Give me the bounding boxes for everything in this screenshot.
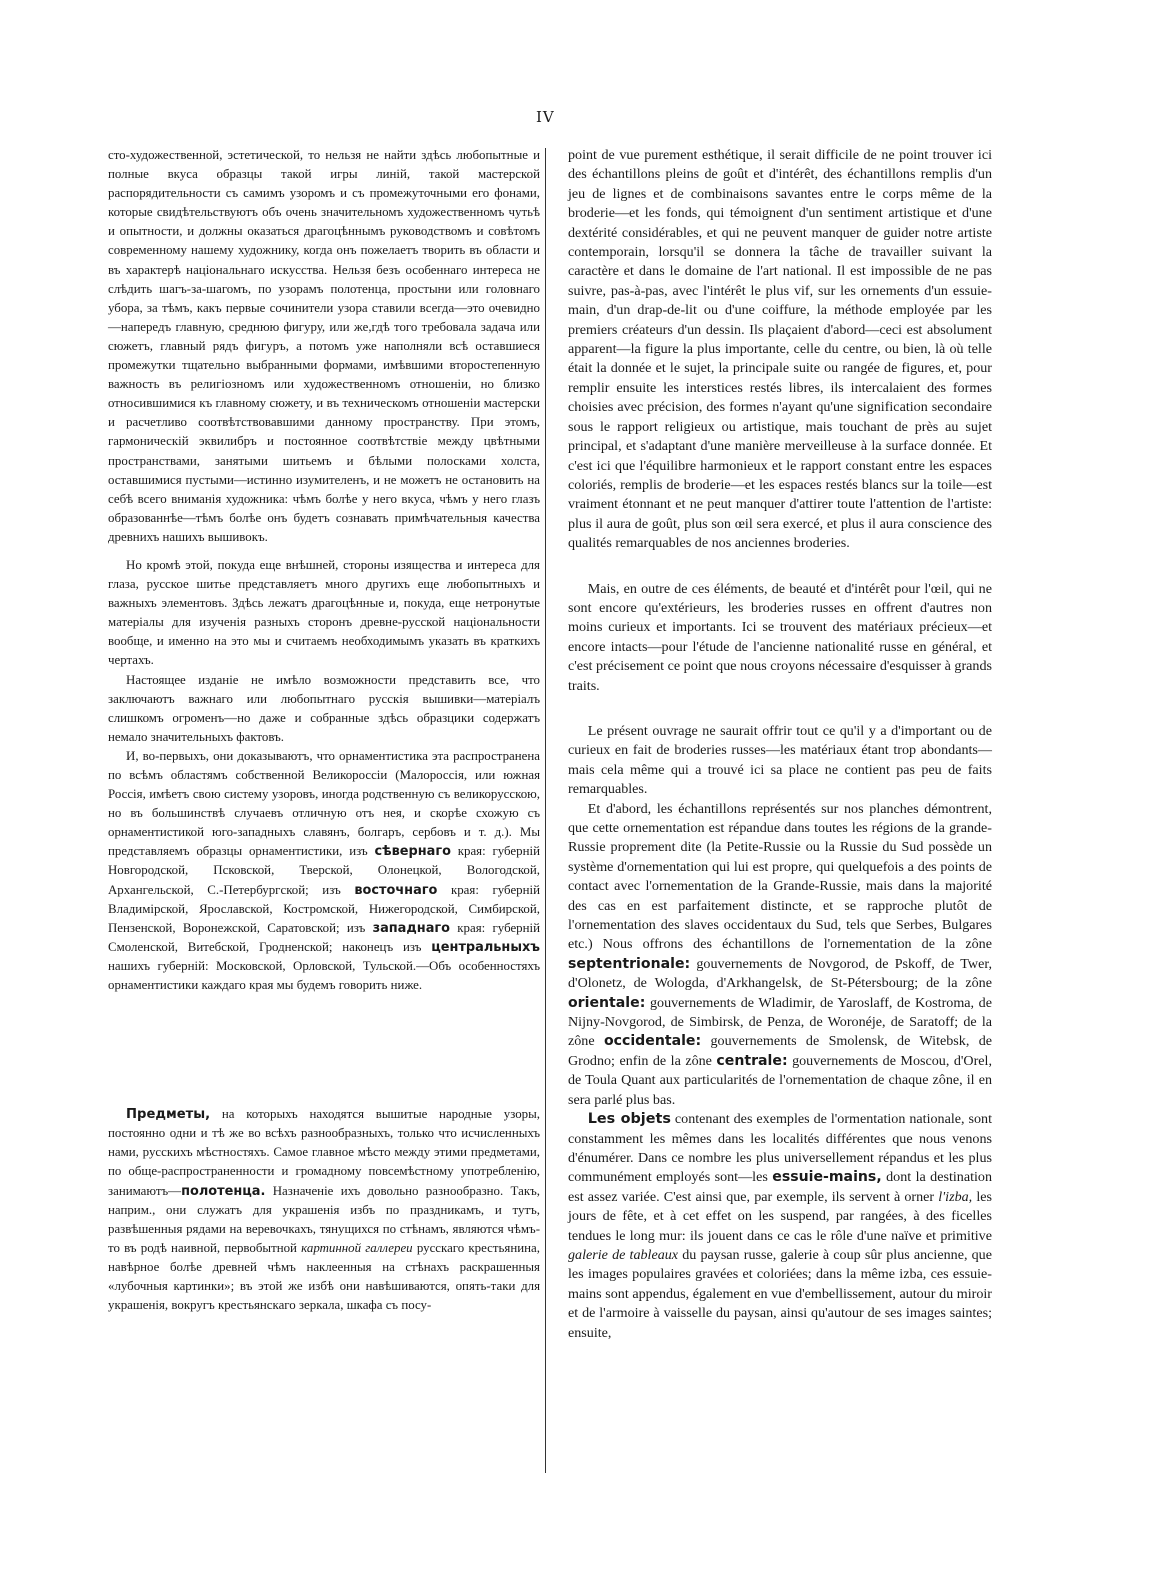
ru-objects-lead: Предметы, [126,1107,211,1123]
fr-towels-term: essuie-mains, [772,1169,882,1186]
ru-p4-text-e: нашихъ губерній: Московской, Орловской, Тульской.—Объ особенностяхъ орнаментистики каждаго края мы будемъ говорить ниже. [108,958,540,993]
fr-gallery-term: galerie de tableaux [568,1246,679,1263]
fr-p4-text-d: gouvernements de Smolensk, de Witebsk, de Grodno; enfin de la zône [568,1033,992,1069]
ru-p5-text-b: Назначеніе ихъ довольно разнообразно. Такъ, наприм., они служатъ для украшенія избъ по праздникамъ, и тутъ, развѣшенныя рядами на веревочкахъ, тянущихся по стѣнамъ, являются чѣмъ-то въ родѣ наивной, первобытной [108,1183,540,1255]
fr-region-central: centrale: [716,1052,788,1069]
ru-paragraph-4 [108,747,540,995]
french-column [568,146,992,1343]
fr-p4-text-c: gouvernements de Wladimir, de Yaroslaff, de Kostroma, de Nijny-Novgorod, de Simbirsk, de Penza, de Woronéje, de Saratoff; de la zône [568,994,992,1050]
fr-p4-text-b: gouvernements de Novgorod, de Pskoff, de Twer, d'Olonetz, de Wologda, d'Arkhangelsk, de St-Pétersbourg; de la zône [568,955,992,992]
ru-p4-text-d: края: губерній Смоленской, Витебской, Гродненской; наконецъ изъ [108,920,541,954]
page-number: IV [536,108,555,126]
ru-p4-text-b: края: губерній Новгородской, Псковской, Тверской, Олонецкой, Вологодской, Архангельской, С.-Петербургской; изъ [108,844,540,897]
ru-paragraph-5 [108,1105,540,1315]
fr-p4-text-e: gouvernements de Moscou, d'Orel, de Toula Quant aux particularités de l'ornementation de chaque zône, il en sera parlé plus bas. [568,1052,992,1108]
fr-region-north: septentrionale: [568,955,691,972]
fr-objects-lead: Les objets [587,1111,671,1128]
ru-region-north: сѣвернаго [374,844,451,860]
fr-p5-text-b: dont la destination est assez variée. C'est ainsi que, par exemple, ils servent à orner [568,1169,993,1205]
russian-column [108,146,540,1315]
ru-p5-text-c: русскаго крестьянина, навѣрное болѣе древней чѣмъ наклеенныя на стѣнахъ раскрашенныя «лубочныя картинки»; въ этой же избѣ они навѣшиваются, опять-таки для украшенія, вокругъ крестьянскаго зеркала, шкафа съ посу- [108,1240,540,1313]
fr-paragraph-4 [568,800,992,1111]
fr-p5-text-c: les jours de fête, et à cet effet on les suspend, par rangées, à des ficelles tendues le long mur: ils jouent dans ce cas le rôle d'une naïve et primitive [568,1188,992,1244]
ru-gallery-term: картинной галлереи [301,1240,413,1255]
fr-paragraph-2: Mais, en outre de ces éléments, de beauté et d'intérêt pour l'œil, qui ne sont encore qu'extérieurs, les broderies russes en offrent d'autres non moins curieux et importants. Ici se trouvent des matériaux précieux—et encore intacts—pour l'étude de l'ancienne nationalité russe en général, et c'est précisement ce point que nous croyons nécessaire d'esquisser à grands traits. [568,580,992,694]
ru-p4-text-c: края: губерній Владимірской, Ярославской, Костромской, Нижегородской, Симбирской, Пензенской, Воронежской, Саратовской; изъ [108,882,540,935]
fr-paragraph-3: Le présent ouvrage ne saurait offrir tout ce qu'il y a d'important ou de curieux en fait de broderies russes—les matériaux étant trop abondants—mais cela même qui a trouvé ici sa place ne contient pas peu de faits remarquables. [568,722,992,798]
fr-p4-text-a: Et d'abord, les échantillons représentés sur nos planches démontrent, que cette ornementation est répandue dans toutes les régions de la grande-Russie proprement dite (la Petite-Russie ou la Russie du Sud possède un système d'ornementation qui lui est propre, qui quelquefois a des points de contact avec l'ornementation de la Grande-Russie, mais dans la majorité des cas en est parfaitement distincte, et se rapproche plutôt de l'ornementation des slaves occidentaux du Sud, tels que Serbes, Bulgares etc.) Nous offrons des échantillons de l'ornementation de la zône [568,800,992,953]
column-divider [545,148,546,1473]
ru-region-central: центральныхъ [431,939,540,955]
ru-towels-term: полотенца. [181,1183,266,1199]
fr-region-east: orientale: [568,994,646,1011]
ru-region-west: западнаго [372,920,450,936]
ru-paragraph-3: Настоящее изданіе не имѣло возможности представить все, что заключаютъ важнаго или любопытнаго русскія вышивки—матеріалъ слишкомъ огроменъ—но даже и собранные здѣсь образцики содержатъ немало значительныхъ фактовъ. [108,672,540,744]
fr-region-west: occidentale: [603,1033,702,1050]
fr-p5-text-a: contenant des exemples de l'ormentation nationale, sont constamment les mêmes dans les localités différentes que nous venons d'énumérer. Dans ce nombre les plus universellement répandus et les plus communément employés sont—les [568,1111,992,1186]
ru-paragraph-2: Но кромѣ этой, покуда еще внѣшней, стороны изящества и интереса для глаза, русское шитье представляетъ много другихъ еще любопытныхъ и важныхъ элементовъ. Здѣсь лежатъ драгоцѣнные и, покуда, еще нетронутые матеріалы для изученія разныхъ сторонъ древне-русской національности вообще, и именно на это мы и считаемъ необходимымъ указать въ краткихъ чертахъ. [108,557,540,668]
fr-izba-term: l'izba, [938,1188,973,1205]
fr-paragraph-5 [568,1110,992,1343]
ru-p5-text-a: на которыхъ находятся вышитые народные узоры, постоянно одни и тѣ же во всѣхъ разнообразныхъ, только что исчисленныхъ нами, русскихъ мѣстностяхъ. Самое главное мѣсто между этими предметами, по обще-распространенности и громадному повсемѣстному употребленію, занимаютъ— [108,1107,540,1198]
ru-paragraph-1: сто-художественной, эстетической, то нельзя не найти здѣсь любопытные и полные вкуса образцы такой игры линій, такой мастерской распорядительности съ самимъ узоромъ и съ промежуточными его фонами, которые свидѣтельствуютъ объ очень значительномъ художественномъ чутьѣ и опытности, и должны оказаться драгоцѣннымъ руководствомъ и совѣтомъ современному нашему художнику, когда онъ пожелаетъ творить въ области и въ характерѣ національнаго искусства. Нельзя безъ особеннаго интереса не слѣдить шагъ-за-шагомъ, по узорамъ полотенца, простыни или головнаго убора, за тѣмъ, какъ первые сочинители узора ставили всегда—это очевидно—напередъ главную, среднюю фигуру, или же,гдѣ того требовала задача или сюжетъ, главный рядъ фигуръ, а потомъ уже наполняли всѣ оставшиеся промежутки тщательно выбранными формами, имѣвшими второстепенную важность въ религіозномъ или художественномъ отношеніи, но близко относившимися къ главному сюжету, и въ техническомъ отношеніи мастерски и расчетливо соотвѣтствовавшими данному пространству. При этомъ, гармоническій эквилибръ и постоянное соотвѣтствіе между цвѣтными пространствами, занятыми шитьемъ и бѣлыми полосками холста, оставшимися пустыми—истинно изумителенъ, и не можетъ не остановить на себѣ всего вниманія художника: чѣмъ болѣе у него вкуса, чѣмъ у него глазъ образованнѣе—тѣмъ болѣе онъ будетъ сознавать примѣчательныя качества древнихъ нашихъ вышивокъ. [108,148,540,544]
ru-region-east: восточнаго [354,882,438,898]
fr-p5-text-d: du paysan russe, galerie à coup sûr plus ancienne, que les images populaires gravées et coloriées; dans la même izba, ces essuie-mains sont appendus, également en vue d'embellissement, autour du miroir et de l'armoire à vaisselle du paysan, ainsi qu'autour de ses images saintes; ensuite, [568,1246,992,1341]
fr-paragraph-1: point de vue purement esthétique, il serait difficile de ne point trouver ici des échantillons pleins de goût et d'intérêt, des échantillons remplis d'un jeu de lignes et de combinaisons savantes entre le corps même de la broderie—et les fonds, qui témoignent d'un sentiment artistique et d'une dextérité considérables, et qui ne peuvent manquer de guider notre artiste contemporain, lorsqu'il se donnera la tâche de travailler suivant la caractère et dans le domaine de l'art national. Il est impossible de ne pas suivre, pas-à-pas, avec l'intérêt le plus vif, sur les ornements d'un essuie-main, d'un drap-de-lit ou d'une coiffure, la méthode employée par les premiers créateurs d'un dessin. Ils plaçaient d'abord—ceci est absolument apparent—la figure la plus importante, celle du centre, ou bien, là où telle était la donnée et le sujet, la principale suite ou rangée de figures, et, pour remplir ensuite les interstices restés libres, ils intercalaient des formes choisies avec précision, des formes n'ayant qu'une signification secondaire sous le rapport religieux ou artistique, mais touchant de près au sujet principal, et s'adaptant d'une manière merveilleuse à la surface donnée. Et c'est ici que l'équilibre harmonieux et le rapport constant entre les espaces coloriés, remplis de broderie—et les espaces restés blancs sur la toile—est vraiment étonnant et ne peut manquer d'attirer toute l'attention de l'artiste: plus il aura de goût, plus son œil sera exercé, et plus il aura conscience des qualités remarquables de nos anciennes broderies. [568,147,992,552]
ru-p4-text-a: И, во-первыхъ, они доказываютъ, что орнаментистика эта распространена по всѣмъ областямъ собственной Великороссіи (Малороссія, или южная Россія, имѣетъ свою систему узоровъ, иногда родственную съ великорусскою, но въ большинствѣ случаевъ отличную отъ нея, и скорѣе схожую съ орнаментистикой юго-западныхъ славянъ, болгаръ, сербовъ и т. д.). Мы представляемъ образцы орнаментистики, изъ [108,748,540,859]
